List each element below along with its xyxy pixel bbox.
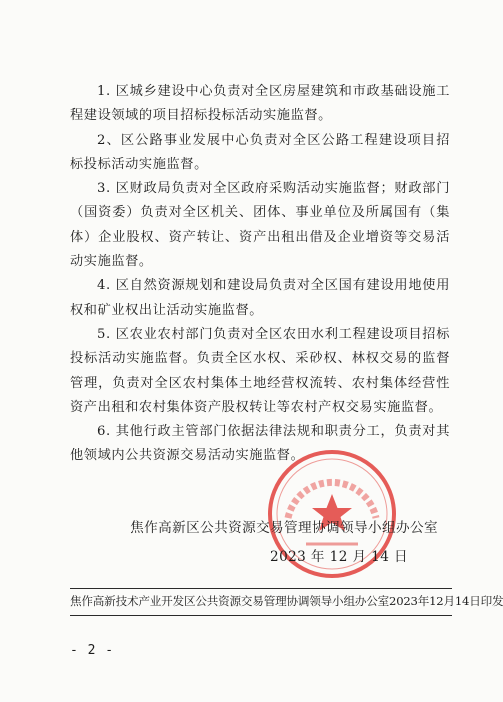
signature-date: 2023 年 12 月 14 日 (270, 549, 408, 565)
signature-organization: 焦作高新区公共资源交易管理协调领导小组办公室 (130, 520, 438, 536)
footer-top-rule (70, 588, 452, 589)
document-body (70, 80, 450, 469)
paragraph-2: 2、区公路事业发展中心负责对全区公路工程建设项目招标投标活动实施监督。 (70, 132, 450, 172)
page-number: - 2 - (70, 643, 115, 658)
paragraph-4: 4. 区自然资源规划和建设局负责对全区国有建设用地使用权和矿业权出让活动实施监督。 (70, 278, 450, 318)
print-footer (70, 593, 503, 609)
footer-bottom-rule (70, 615, 452, 616)
paragraph-5: 5. 区农业农村部门负责对全区农田水利工程建设项目招标投标活动实施监督。负责全区水权、采砂权、林权交易的监督管理，负责对全区农村集体土地经营权流转、农村集体经营性资产出租和农村集体资产股权转让等农村产权交易实施监督。 (70, 326, 450, 415)
paragraph-3: 3. 区财政局负责对全区政府采购活动实施监督；财政部门（国资委）负责对全区机关、团体、事业单位及所属国有（集体）企业股权、资产转让、资产出租出借及企业增资等交易活动实施监督。 (70, 181, 450, 270)
paragraph-6: 6. 其他行政主管部门依据法律法规和职责分工，负责对其他领域内公共资源交易活动实施监督。 (70, 424, 450, 464)
print-footer-date: 2023年12月14日印发 (389, 594, 503, 608)
paragraph-1: 1. 区城乡建设中心负责对全区房屋建筑和市政基础设施工程建设领域的项目招标投标活动实施监督。 (70, 84, 450, 124)
print-footer-issuer: 焦作高新技术产业开发区公共资源交易管理协调领导小组办公室 (70, 594, 390, 608)
